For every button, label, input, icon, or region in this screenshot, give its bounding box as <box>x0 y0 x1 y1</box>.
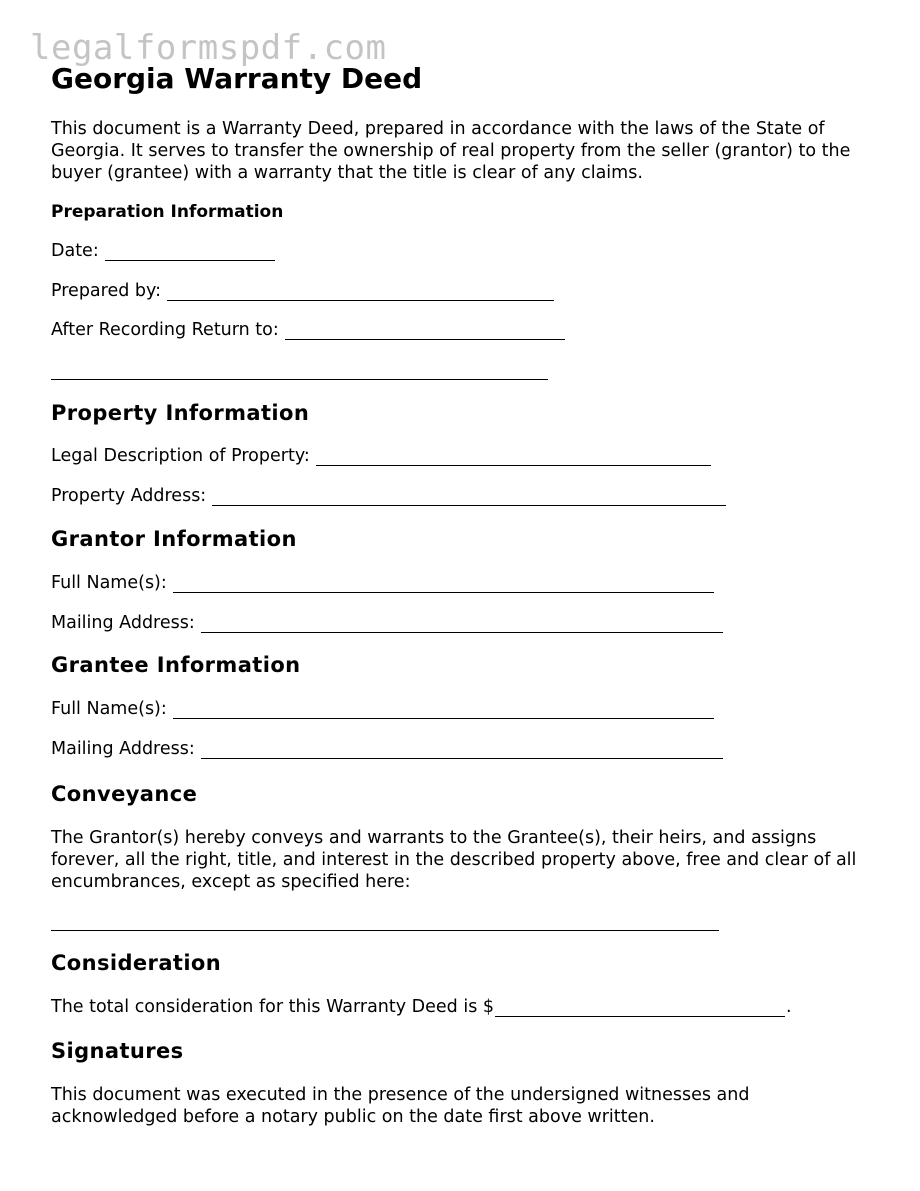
grantor-address-field <box>51 613 723 633</box>
conveyance-exceptions-blank[interactable] <box>51 929 719 931</box>
prepared-by-blank[interactable] <box>167 282 554 301</box>
grantee-name-field <box>51 699 714 719</box>
property-address-blank[interactable] <box>212 487 726 506</box>
consideration-text: The total consideration for this Warranty Deed is $ <box>51 997 495 1017</box>
prepared-by-field <box>51 281 554 301</box>
date-field <box>51 241 275 261</box>
conveyance-paragraph: The Grantor(s) hereby conveys and warrants to the Grantee(s), their heirs, and assigns forever, all the right, title, and interest in the described property above, free and clear of all encumbrances, except as specified here: <box>51 828 857 892</box>
legal-description-label: Legal Description of Property: <box>51 446 310 466</box>
consideration-field <box>51 997 792 1017</box>
legal-description-blank[interactable] <box>316 447 711 466</box>
grantor-name-field <box>51 573 714 593</box>
grantor-name-blank[interactable] <box>173 574 714 593</box>
intro-paragraph: This document is a Warranty Deed, prepared in accordance with the laws of the State of Georgia. It serves to transfer the ownership of real property from the seller (grantor) to the buyer (grantee) with a warranty that the title is clear of any claims. <box>51 119 851 183</box>
preparation-heading: Preparation Information <box>51 202 284 222</box>
grantor-heading: Grantor Information <box>51 527 297 551</box>
property-heading: Property Information <box>51 401 310 425</box>
document-title: Georgia Warranty Deed <box>51 62 423 95</box>
consideration-heading: Consideration <box>51 951 222 975</box>
watermark: legalformspdf.com <box>30 28 387 68</box>
grantor-name-label: Full Name(s): <box>51 573 167 593</box>
prepared-by-label: Prepared by: <box>51 281 161 301</box>
grantee-name-blank[interactable] <box>173 700 714 719</box>
consideration-amount-blank[interactable] <box>495 998 785 1017</box>
property-address-label: Property Address: <box>51 486 207 506</box>
conveyance-heading: Conveyance <box>51 782 198 806</box>
date-blank[interactable] <box>105 242 275 261</box>
grantee-address-blank[interactable] <box>201 740 723 759</box>
return-to-blank[interactable] <box>285 321 565 340</box>
grantee-heading: Grantee Information <box>51 653 301 677</box>
consideration-period: . <box>786 997 792 1017</box>
grantor-address-label: Mailing Address: <box>51 613 195 633</box>
signatures-paragraph: This document was executed in the presence of the undersigned witnesses and acknowledged before a notary public on the date first above written. <box>51 1085 750 1127</box>
return-to-blank-line-2[interactable] <box>51 378 548 380</box>
return-to-label: After Recording Return to: <box>51 320 279 340</box>
grantee-address-label: Mailing Address: <box>51 739 195 759</box>
grantee-address-field <box>51 739 723 759</box>
grantee-name-label: Full Name(s): <box>51 699 167 719</box>
signatures-heading: Signatures <box>51 1039 184 1063</box>
property-address-field <box>51 486 726 506</box>
grantor-address-blank[interactable] <box>201 614 723 633</box>
legal-description-field <box>51 446 711 466</box>
return-to-field <box>51 320 565 340</box>
date-label: Date: <box>51 241 99 261</box>
